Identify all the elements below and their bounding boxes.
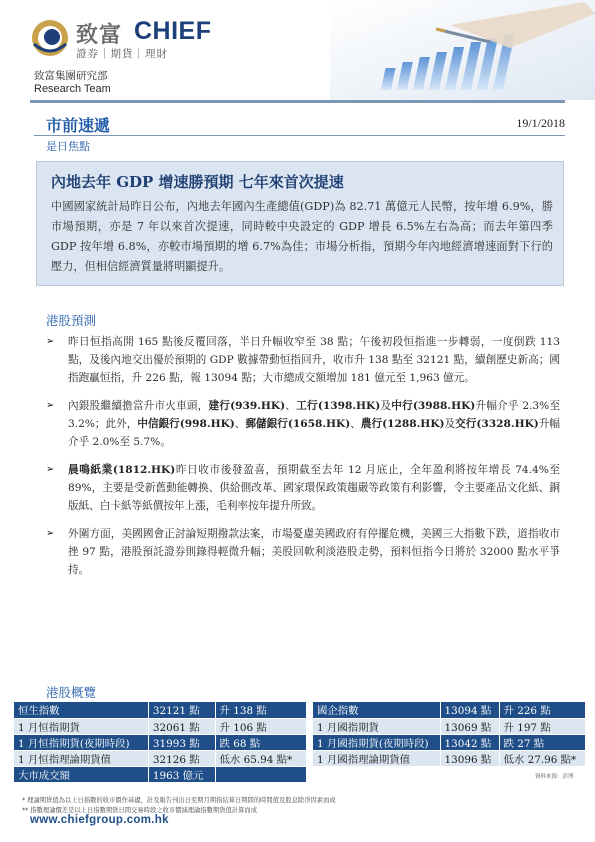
forecast-bullet-list xyxy=(46,333,560,589)
report-date: 19/1/2018 xyxy=(516,116,565,130)
bullet-arrow-icon: ➢ xyxy=(46,528,55,539)
data-source-note: 資料來源：彭博 xyxy=(535,774,574,780)
quote-change: 跌 68 點 xyxy=(215,734,306,750)
forecast-item-text: 、 xyxy=(350,418,361,430)
report-section-title: 市前速遞 xyxy=(46,116,111,135)
logo-english-name: CHIEF xyxy=(134,17,212,45)
forecast-section-title: 港股預測 xyxy=(46,313,97,328)
quote-change: 低水 65.94 點* xyxy=(215,750,306,766)
table-row xyxy=(313,702,585,718)
quote-value: 32126 點 xyxy=(148,750,215,766)
header-divider xyxy=(30,100,565,103)
focus-label: 是日焦點 xyxy=(46,140,90,153)
headline-news-box xyxy=(36,161,564,286)
forecast-item xyxy=(46,333,560,387)
stock-name: 工行(1398.HK) xyxy=(296,400,381,412)
forecast-item-text: 及 xyxy=(444,418,456,430)
chief-logo-icon xyxy=(30,18,70,58)
logo-chinese-name: 致富 xyxy=(76,23,123,48)
forecast-item-text: 升幅介乎 2.3%至 3.2%；此外， xyxy=(68,400,561,430)
forecast-item xyxy=(46,397,560,451)
stock-name: 建行(939.HK) xyxy=(208,400,286,412)
company-logo xyxy=(30,18,230,68)
forecast-item-text: 外圍方面，美國國會正討論短期撥款法案，市場憂慮美國政府有停擺危機，美國三大指數下跌，道指收市挫 97 點，港股預託證券則錄得輕微升幅；美股回軟利淡港股走勢，預料恒指今日將於 32000 點水平爭持。 xyxy=(68,528,560,576)
quote-name: 1 月恒指理論期貨值 xyxy=(14,750,148,766)
hsi-quotes-table xyxy=(14,702,306,783)
footnote-spread: ** 指數理論價差是以上日指數期貨日間交易時段之收市價減理論指數期貨值計算而成 xyxy=(22,807,257,814)
title-divider xyxy=(34,135,565,136)
table-row xyxy=(14,718,306,734)
quote-name: 1 月國指期貨 xyxy=(313,718,440,734)
footnote-theoretical-value: * 理論期貨值為以上日指數的收市價作基礎，計及報告刊出日至期月期指結算日期間的時間值及股息除淨因素而成 xyxy=(22,797,336,804)
quote-name: 恒生指數 xyxy=(14,702,148,718)
quote-name: 1 月國指期貨(夜期時段) xyxy=(313,734,440,750)
stock-name: 交行(3328.HK) xyxy=(455,418,539,430)
news-body-text: 中國國家統計局昨日公布，內地去年國內生產總值(GDP)為 82.71 萬億元人民幣，按年增 6.9%，勝市場預期，亦是 7 年以來首次提速，同時較中央設定的 GDP 增長 6.5%左右為高；而去年第四季 GDP 按年增 6.8%，亦較市場預期的增 6.7%為佳；市場分析指，預期今年內地經濟增速面對下行的壓力，但相信經濟質量將明顯提升。 xyxy=(51,200,553,273)
quote-value: 13096 點 xyxy=(440,750,499,766)
forecast-item-text: 昨日恒指高開 165 點後反覆回落，半日升幅收窄至 38 點；午後初段恒指進一步轉弱，一度倒跌 113 點，及後內地交出優於預期的 GDP 數據帶動恒指回升，收市升 138 點至 32121 點，續創歷史新高；國指跑贏恒指，升 226 點，報 13094 點；大市總成交額增加 181 億元至 1,963 億元。 xyxy=(68,336,560,384)
table-row xyxy=(14,750,306,766)
stock-name: 晨鳴紙業(1812.HK) xyxy=(68,464,176,476)
table-row xyxy=(14,734,306,750)
stock-name: 農行(1288.HK) xyxy=(360,418,445,430)
quote-name: 1 月恒指期貨(夜期時段) xyxy=(14,734,148,750)
quote-value: 32061 點 xyxy=(148,718,215,734)
table-row xyxy=(313,750,585,766)
forecast-item xyxy=(46,461,560,515)
quote-name: 大市成交額 xyxy=(14,766,148,782)
department-name-cn: 致富集團研究部 xyxy=(34,70,108,82)
quote-name: 1 月國指理論期貨值 xyxy=(313,750,440,766)
forecast-item-text: 及 xyxy=(380,400,392,412)
quote-name: 1 月恒指期貨 xyxy=(14,718,148,734)
forecast-item xyxy=(46,525,560,579)
quote-change: 跌 27 點 xyxy=(499,734,585,750)
quote-value: 13069 點 xyxy=(440,718,499,734)
forecast-item-text: 、 xyxy=(234,418,246,430)
logo-tagline: 證券｜期貨｜理財 xyxy=(76,48,168,60)
quote-name: 國企指數 xyxy=(313,702,440,718)
overview-section-title: 港股概覽 xyxy=(46,685,97,700)
quote-change: 升 226 點 xyxy=(499,702,585,718)
quote-value: 32121 點 xyxy=(148,702,215,718)
company-website-link[interactable]: www.chiefgroup.com.hk xyxy=(30,814,169,826)
stock-name: 中行(3988.HK) xyxy=(391,400,476,412)
quote-value: 1963 億元 xyxy=(148,766,215,782)
quote-value: 31993 點 xyxy=(148,734,215,750)
news-headline: 內地去年 GDP 增速勝預期 七年來首次提速 xyxy=(51,173,344,191)
forecast-item-text: 升幅介乎 2.0%至 5.7%。 xyxy=(68,418,561,448)
bullet-arrow-icon: ➢ xyxy=(46,400,55,411)
stock-name: 中信銀行(998.HK) xyxy=(137,418,235,430)
quote-change: 升 106 點 xyxy=(215,718,306,734)
department-name-en: Research Team xyxy=(34,83,111,95)
table-row xyxy=(14,766,306,782)
table-row xyxy=(313,734,585,750)
forecast-item-text: 、 xyxy=(285,400,297,412)
hscei-quotes-table xyxy=(313,702,585,767)
header-bar-chart-illustration xyxy=(330,0,595,100)
stock-name: 郵儲銀行(1658.HK) xyxy=(245,418,351,430)
quote-change: 低水 27.96 點* xyxy=(499,750,585,766)
quote-change: 升 138 點 xyxy=(215,702,306,718)
quote-change: 升 197 點 xyxy=(499,718,585,734)
table-row xyxy=(14,702,306,718)
quote-change xyxy=(215,766,306,782)
forecast-item-text: 內銀股繼續擔當升市火車頭， xyxy=(68,400,209,412)
bullet-arrow-icon: ➢ xyxy=(46,336,55,347)
quote-value: 13094 點 xyxy=(440,702,499,718)
bullet-arrow-icon: ➢ xyxy=(46,464,55,475)
forecast-item-text: 昨日收市後發盈喜，預期截至去年 12 月底止，全年盈利將按年增長 74.4%至 89%，主要是受新舊動能轉換、供給側改革、國家環保政策趨嚴等政策有利影響，令主要產品文化紙、銅版紙、白卡紙等紙價按年上漲，毛利率按年提升所致。 xyxy=(68,464,560,512)
quote-value: 13042 點 xyxy=(440,734,499,750)
table-row xyxy=(313,718,585,734)
